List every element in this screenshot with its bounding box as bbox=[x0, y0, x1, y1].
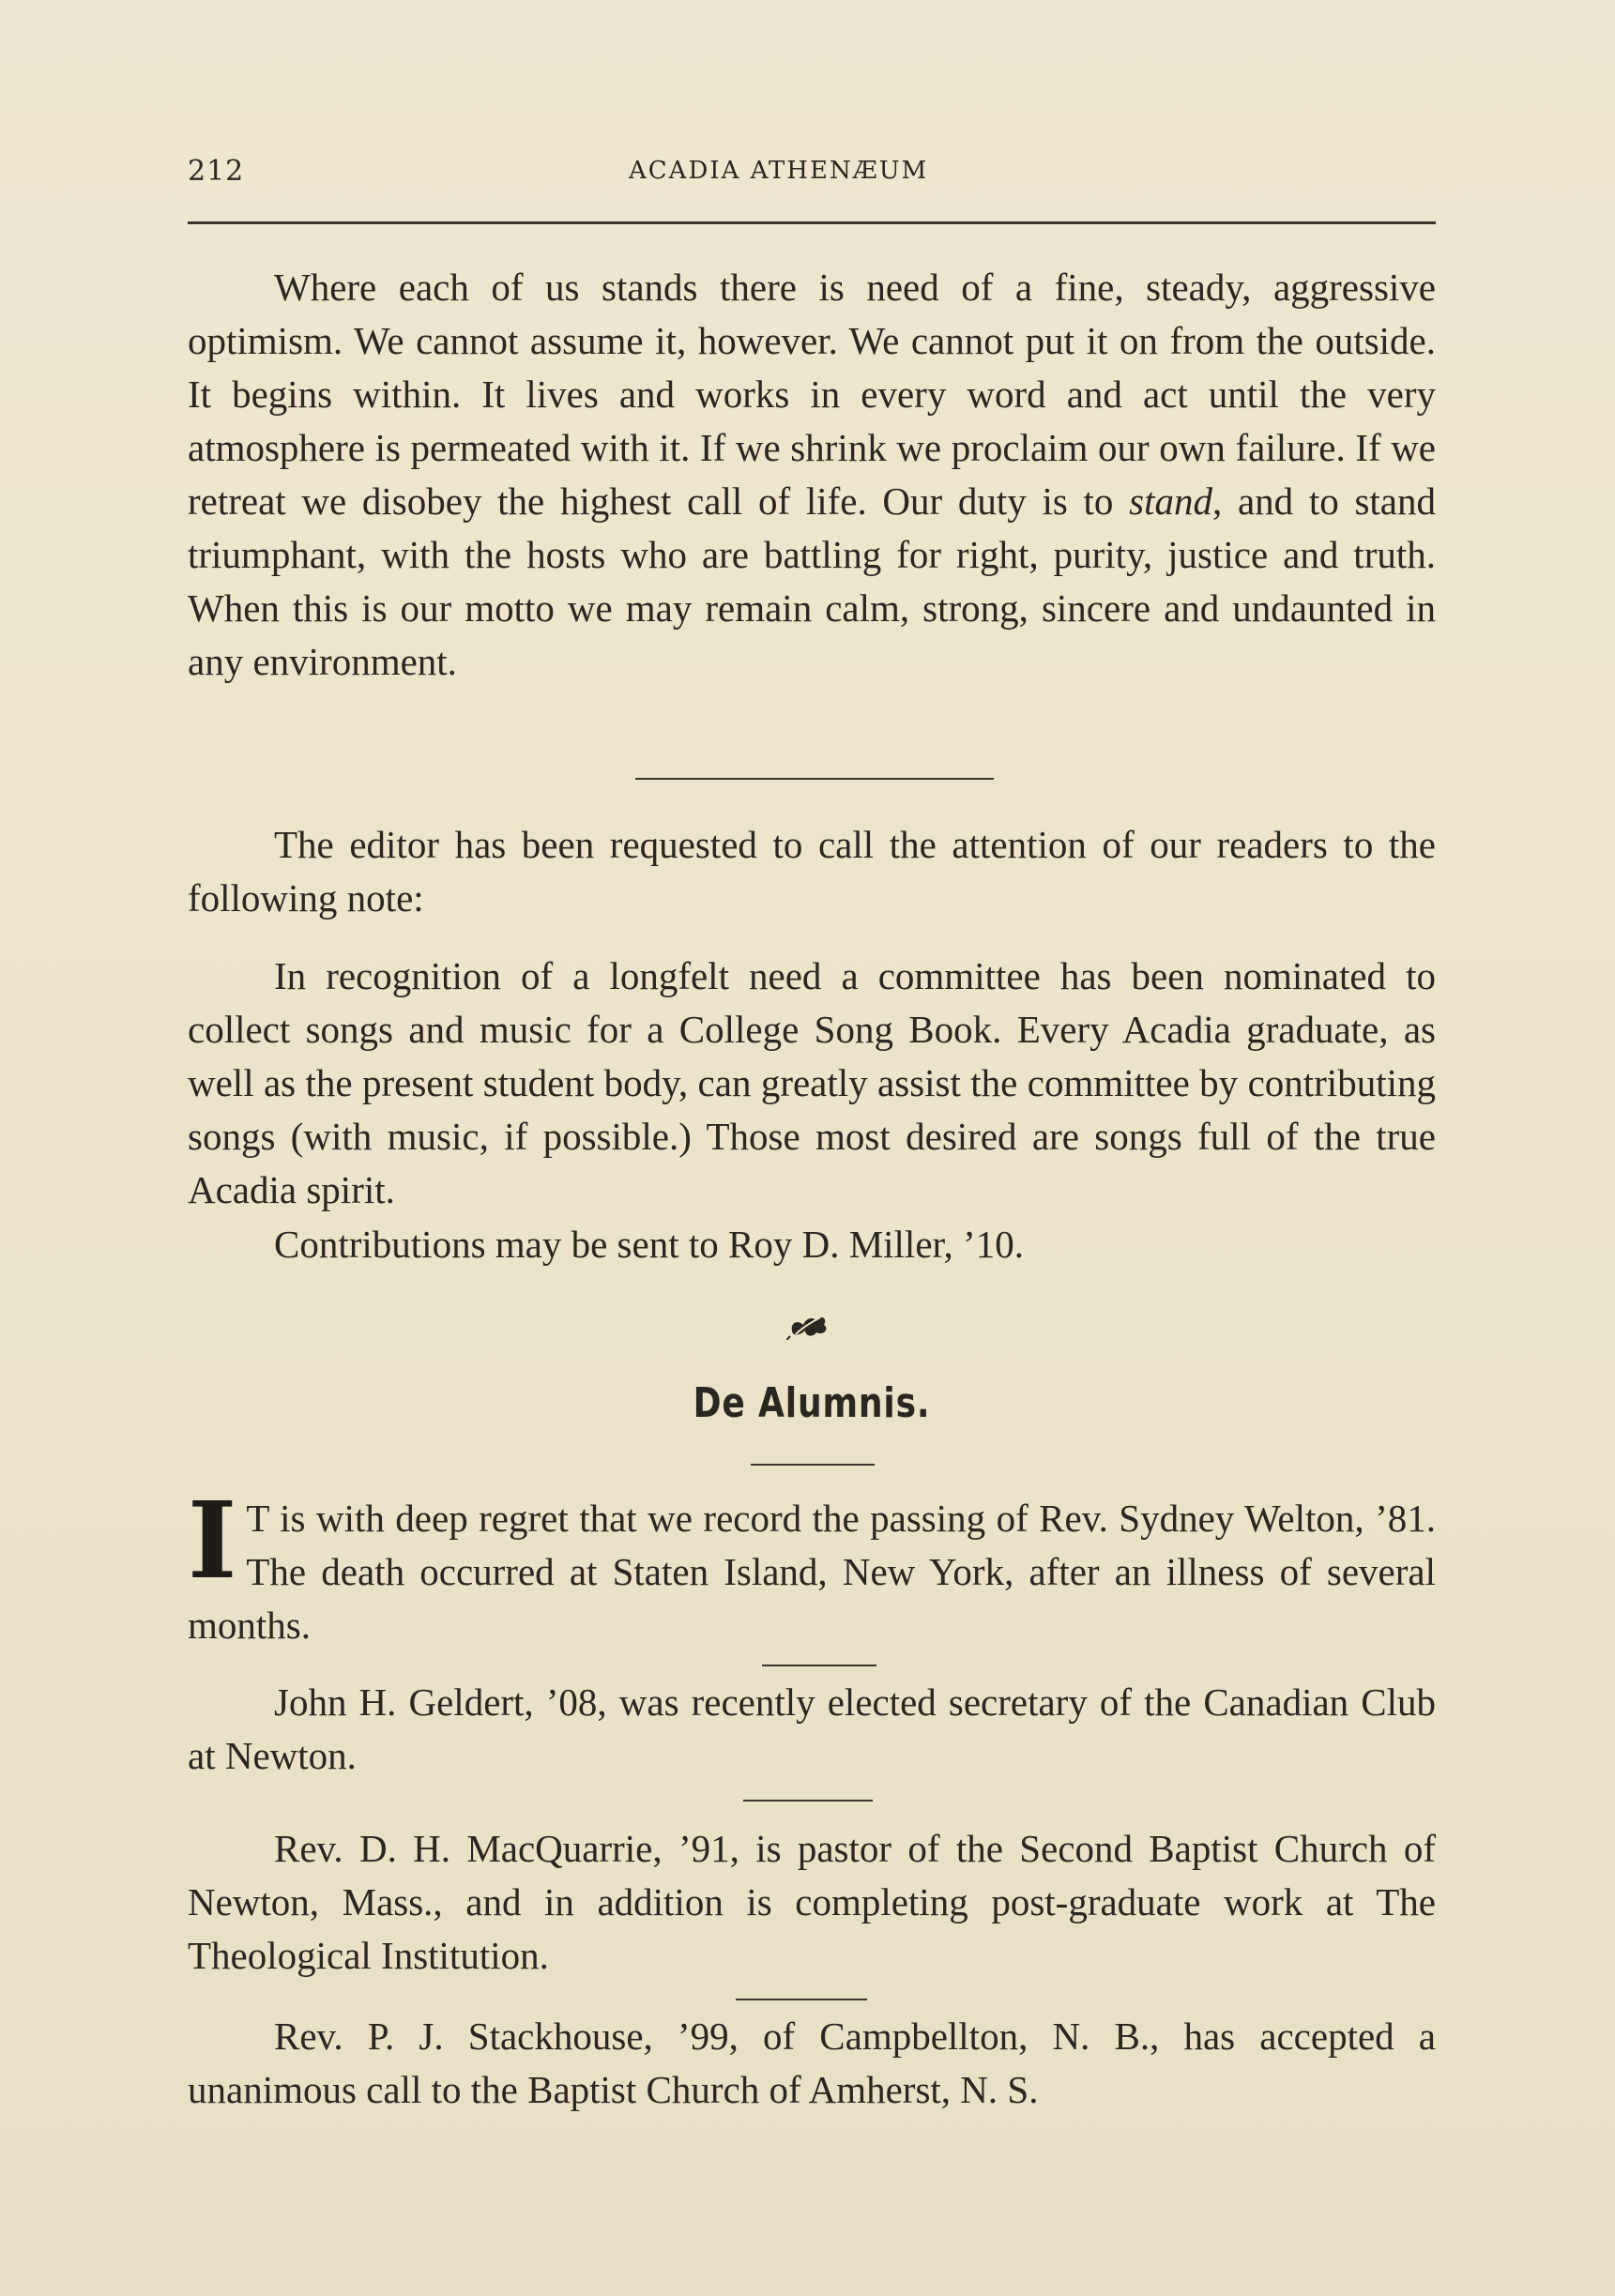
optimism-emphasis: stand bbox=[1129, 479, 1212, 523]
title-rule bbox=[751, 1464, 875, 1466]
editor-intro-text: The editor has been requested to call the attention of our readers to the following note: bbox=[188, 823, 1436, 920]
page-number: 212 bbox=[188, 155, 245, 188]
geldert-paragraph bbox=[188, 1676, 1436, 1783]
alumni-section-title: De Alumnis. bbox=[693, 1379, 931, 1427]
leaf-ornament-icon bbox=[786, 1302, 830, 1340]
optimism-text-2: , and to stand triumphant, with the hosts who are battling for right, purity, justice and truth. When this is our motto we may remain calm, strong, sincere and undaunted in any environment. bbox=[188, 479, 1436, 683]
editor-intro-paragraph bbox=[188, 818, 1436, 925]
stackhouse-text: Rev. P. J. Stackhouse, ’99, of Campbellton, N. B., has accepted a unanimous call to the Baptist Church of Amherst, N. S. bbox=[188, 2015, 1436, 2111]
journal-title: ACADIA ATHENÆUM bbox=[629, 157, 929, 185]
welton-paragraph bbox=[188, 1480, 1436, 1652]
contributions-text: Contributions may be sent to Roy D. Miller, ’10. bbox=[274, 1223, 1024, 1266]
optimism-text-1: Where each of us stands there is need of a fine, steady, aggressive optimism. We cannot assume it, however. We cannot put it on from the outside. It begins within. It lives and works in every word and act until the very atmosphere is permeated with it. If we shrink we proclaim our own failure. If we retreat we disobey the highest call of life. Our duty is to bbox=[188, 266, 1436, 523]
drop-cap: I bbox=[188, 1480, 237, 1603]
welton-text: T is with deep regret that we record the passing of Rev. Sydney Welton, ’81. The death occurred at Staten Island, New York, after an illness of several months. bbox=[188, 1497, 1436, 1647]
song-book-text: In recognition of a longfelt need a committee has been nominated to collect songs and music for a College Song Book. Every Acadia graduate, as well as the present student body, can greatly assist the committee by contributing songs (with music, if possible.) Those most desired are songs full of the true Acadia spirit. bbox=[188, 954, 1436, 1211]
item-divider bbox=[762, 1665, 876, 1666]
item-divider bbox=[736, 1999, 867, 2000]
song-book-paragraph bbox=[188, 950, 1436, 1217]
optimism-paragraph bbox=[188, 261, 1436, 689]
macquarrie-text: Rev. D. H. MacQuarrie, ’91, is pastor of the Second Baptist Church of Newton, Mass., and in addition is completing post-graduate work at The Theological Institution. bbox=[188, 1827, 1436, 1977]
header-rule bbox=[188, 221, 1436, 224]
section-divider bbox=[635, 778, 994, 780]
geldert-text: John H. Geldert, ’08, was recently elected secretary of the Canadian Club at Newton. bbox=[188, 1680, 1436, 1777]
contributions-paragraph bbox=[188, 1218, 1436, 1271]
stackhouse-paragraph bbox=[188, 2010, 1436, 2117]
macquarrie-paragraph bbox=[188, 1822, 1436, 1983]
item-divider bbox=[743, 1800, 873, 1802]
running-header bbox=[188, 155, 1436, 202]
